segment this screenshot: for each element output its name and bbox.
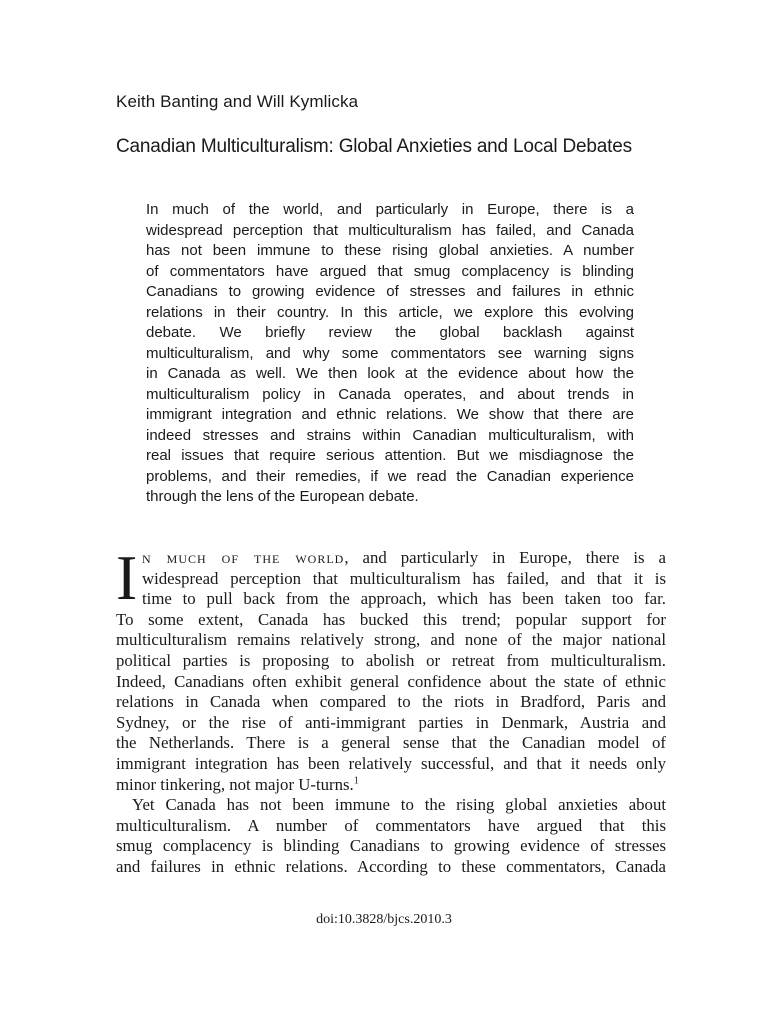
footnote-ref[interactable]: 1 [353, 774, 359, 786]
body-text [116, 542, 666, 878]
body-line: Indeed, Canadians often exhibit general confidence about the state of ethnic [116, 671, 666, 691]
body-line: relations in Canada when compared to the riots in Bradford, Paris and [116, 692, 666, 712]
body-line: immigrant integration has been relatively successful, and that it needs only [116, 753, 666, 773]
abstract [146, 200, 634, 508]
drop-cap: I [116, 542, 138, 613]
abstract-line: multiculturalism policy in Canada operates, and about trends in [146, 385, 634, 403]
para1-last-line: minor tinkering, not major U-turns. [116, 774, 354, 794]
abstract-line: real issues that require serious attention. But we misdiagnose the [146, 447, 634, 464]
opening-smallcaps: n much of the world [142, 548, 345, 567]
body-line: multiculturalism. A number of commentators have argued that this [116, 815, 666, 835]
body-line: the Netherlands. There is a general sense that the Canadian model of [116, 733, 666, 753]
body-line: Yet Canada has not been immune to the rising global anxieties about [132, 795, 666, 815]
author-names: Keith Banting and Will Kymlicka [116, 92, 359, 111]
abstract-line: in Canada as well. We then look at the evidence about how the [146, 365, 634, 382]
abstract-line: relations in their country. In this article, we explore this evolving [146, 303, 634, 321]
body-first-line [116, 548, 666, 569]
abstract-line: debate. We briefly review the global backlash against [146, 324, 634, 341]
body-line: time to pull back from the approach, which has been taken too far. [142, 589, 666, 609]
body-line: To some extent, Canada has bucked this trend; popular support for [116, 609, 666, 629]
body-line: political parties is proposing to abolish or retreat from multiculturalism. [116, 650, 666, 670]
body-line [116, 775, 666, 796]
abstract-line: has not been immune to these rising global anxieties. A number [146, 242, 634, 259]
abstract-line: problems, and their remedies, if we read the Canadian experience [146, 467, 634, 485]
abstract-line: of commentators have argued that smug complacency is blinding [146, 262, 634, 280]
abstract-line: immigrant integration and ethnic relations. We show that there are [146, 406, 634, 423]
body-line: smug complacency is blinding Canadians to growing evidence of stresses [116, 836, 666, 856]
body-line: and failures in ethnic relations. According to these commentators, Canada [116, 856, 666, 876]
abstract-line: multiculturalism, and why some commentators see warning signs [146, 344, 634, 362]
first-line-rest: , and particularly in Europe, there is a [344, 548, 666, 567]
abstract-line: widespread perception that multiculturalism has failed, and Canada [146, 221, 634, 239]
body-line: Sydney, or the rise of anti-immigrant parties in Denmark, Austria and [116, 712, 666, 732]
article-title: Canadian Multiculturalism: Global Anxieties and Local Debates [116, 136, 632, 157]
doi-footer[interactable]: doi:10.3828/bjcs.2010.3 [316, 912, 452, 927]
body-line: widespread perception that multiculturalism has failed, and that it is [142, 568, 666, 588]
abstract-line: Canadians to growing evidence of stresses and failures in ethnic [146, 283, 634, 300]
body-line: multiculturalism remains relatively strong, and none of the major national [116, 630, 666, 650]
abstract-line: through the lens of the European debate. [146, 488, 419, 505]
abstract-line: indeed stresses and strains within Canadian multiculturalism, with [146, 426, 634, 444]
abstract-line: In much of the world, and particularly in Europe, there is a [146, 201, 634, 218]
